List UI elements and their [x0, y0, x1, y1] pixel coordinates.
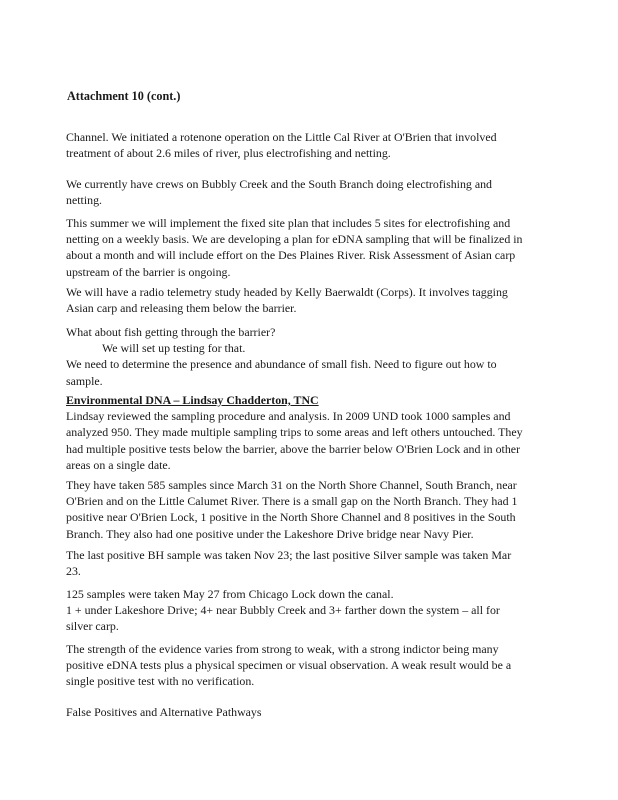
text-line: positive eDNA tests plus a physical specimen or visual observation. A weak result would be a [66, 658, 512, 673]
paragraph-false-positives [66, 704, 552, 720]
text-line: The last positive BH sample was taken Nov 23; the last positive Silver sample was taken Mar [66, 548, 512, 562]
text-line: We need to determine the presence and abundance of small fish. Need to figure out how to [66, 357, 497, 372]
text-line: Branch. They also had one positive under the Lakeshore Drive bridge near Navy Pier. [66, 526, 474, 541]
text-line: netting on a weekly basis. We are developing a plan for eDNA sampling that will be finalized in [66, 232, 523, 247]
text-line: single positive test with no verification. [66, 674, 255, 689]
paragraph-last-positive [66, 547, 552, 579]
text-line: 23. [66, 564, 81, 579]
paragraph-rotenone [66, 129, 552, 161]
text-line: The strength of the evidence varies from strong to weak, with a strong indictor being many [66, 642, 499, 656]
text-line: This summer we will implement the fixed site plan that includes 5 sites for electrofishing and [66, 216, 511, 230]
text-line: areas on a single date. [66, 457, 171, 472]
paragraph-fixed-site-plan [66, 215, 552, 280]
text-line: Asian carp and releasing them below the barrier. [66, 301, 297, 316]
text-line: What about fish getting through the barrier? [66, 325, 276, 339]
text-line: 125 samples were taken May 27 from Chicago Lock down the canal. [66, 587, 394, 601]
paragraph-125-samples [66, 586, 552, 635]
section-environmental-dna [66, 392, 552, 473]
text-line: False Positives and Alternative Pathways [66, 705, 262, 719]
text-line: treatment of about 2.6 miles of river, plus electrofishing and netting. [66, 146, 391, 161]
text-line: Lindsay reviewed the sampling procedure and analysis. In 2009 UND took 1000 samples and [66, 409, 511, 424]
paragraph-samples-taken [66, 477, 552, 542]
text-line: netting. [66, 193, 102, 208]
text-line: We currently have crews on Bubbly Creek and the South Branch doing electrofishing and [66, 177, 492, 191]
paragraph-crews [66, 176, 552, 208]
text-line: about a month and will include effort on the Des Plaines River. Risk Assessment of Asian carp [66, 248, 516, 263]
text-line: silver carp. [66, 619, 119, 634]
text-line-indented: We will set up testing for that. [102, 341, 246, 356]
text-line: 1 + under Lakeshore Drive; 4+ near Bubbly Creek and 3+ farther down the system – all for [66, 603, 500, 618]
text-line: O'Brien and on the Little Calumet River. There is a small gap on the North Branch. They had 1 [66, 494, 518, 509]
paragraph-evidence-strength [66, 641, 552, 690]
section-title: Environmental DNA – Lindsay Chadderton, TNC [66, 393, 319, 407]
text-line: They have taken 585 samples since March 31 on the North Shore Channel, South Branch, near [66, 478, 517, 492]
text-line: sample. [66, 373, 103, 388]
text-line: analyzed 950. They made multiple sampling trips to some areas and left others untouched. They [66, 425, 523, 440]
paragraph-telemetry [66, 284, 552, 316]
attachment-heading: Attachment 10 (cont.) [67, 89, 181, 103]
paragraph-barrier-question [66, 324, 552, 389]
text-line: had multiple positive tests below the barrier, above the barrier below O'Brien Lock and in other [66, 441, 521, 456]
text-line: positive near O'Brien Lock, 1 positive in the North Shore Channel and 8 positives in the South [66, 510, 516, 525]
text-line: Channel. We initiated a rotenone operation on the Little Cal River at O'Brien that involved [66, 130, 497, 144]
text-line: We will have a radio telemetry study headed by Kelly Baerwaldt (Corps). It involves tagging [66, 285, 508, 299]
text-line: upstream of the barrier is ongoing. [66, 264, 231, 279]
